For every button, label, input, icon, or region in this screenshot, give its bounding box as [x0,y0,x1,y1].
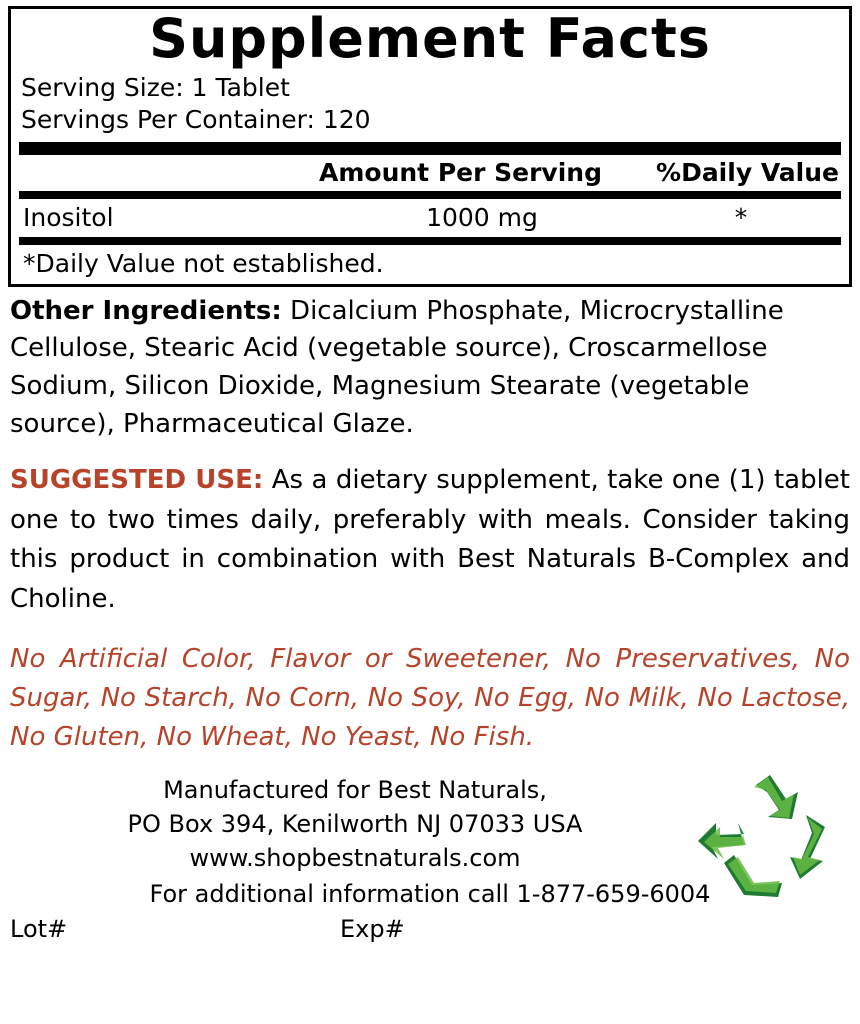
divider-med-1 [19,191,841,199]
suggested-use-text: As a dietary supplement, take one (1) tablet one to two times daily, preferably with meals. Consider taking this product in combination with Best Naturals B-Complex and Choline. [10,465,850,614]
table-row [19,199,841,237]
manufactured-for: Manufactured for Best Naturals, [163,775,547,804]
phone-line: For additional information call 1-877-659-6004 [149,879,711,908]
other-ingredients-text: Dicalcium Phosphate, Microcrystalline Cellulose, Stearic Acid (vegetable source), Croscarmellose Sodium, Silicon Dioxide, Magnesium Stearate (vegetable source), Pharmaceutical Glaze. [10,295,784,439]
header-amount-per-serving: Amount Per Serving [319,157,602,187]
free-from-claims: No Artificial Color, Flavor or Sweetener, No Preservatives, No Sugar, No Starch, No Corn, No Soy, No Egg, No Milk, No Lactose, No Gluten, No Wheat, No Yeast, No Fish. [10,643,850,752]
lot-exp-row [8,915,852,943]
footer [8,773,852,943]
suggested-use [10,461,850,619]
nutrient-daily-value: * [734,202,748,232]
daily-value-footnote: *Daily Value not established. [23,248,384,278]
website[interactable]: www.shopbestnaturals.com [189,843,521,872]
servings-per-container: Servings Per Container: 120 [21,104,371,134]
page-title: Supplement Facts [149,7,711,70]
nutrient-amount: 1000 mg [426,202,538,232]
recycle-icon [694,771,844,899]
nutrient-name: Inositol [23,202,114,232]
serving-size: Serving Size: 1 Tablet [21,72,290,102]
exp-label: Exp# [340,914,405,943]
lot-label: Lot# [10,914,68,943]
divider-thick-top [19,142,841,155]
divider-med-2 [19,237,841,245]
suggested-use-label: SUGGESTED USE: [10,465,264,496]
other-ingredients [10,293,850,444]
supplement-facts-panel [8,6,852,287]
other-ingredients-label: Other Ingredients: [10,295,282,326]
address: PO Box 394, Kenilworth NJ 07033 USA [127,809,583,838]
table-header-row [19,155,841,191]
header-daily-value: %Daily Value [656,157,839,187]
